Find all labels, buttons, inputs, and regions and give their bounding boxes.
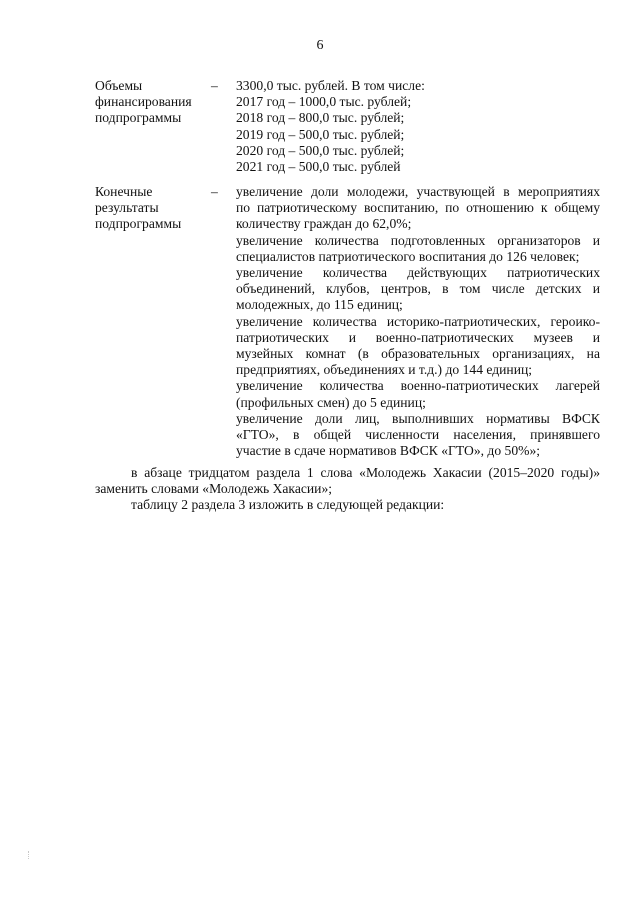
funding-dash: – <box>211 78 218 93</box>
results-line: увеличение количества действующих патриотических <box>236 265 600 281</box>
funding-line: 2017 год – 1000,0 тыс. рублей; <box>236 94 412 110</box>
results-line: по патриотическому воспитанию, по отношению к общему <box>236 200 600 216</box>
results-line: предприятиях, объединениях и т.д.) до 144 единиц; <box>236 362 533 378</box>
funding-line: 2021 год – 500,0 тыс. рублей <box>236 159 401 175</box>
funding-line: 2020 год – 500,0 тыс. рублей; <box>236 142 405 158</box>
funding-content <box>236 78 600 175</box>
funding-label-line: подпрограммы <box>95 110 182 126</box>
results-label-line: результаты <box>95 200 159 216</box>
results-line: молодежных, до 115 единиц; <box>236 297 403 313</box>
results-row <box>95 184 600 464</box>
results-label-line: подпрограммы <box>95 216 182 232</box>
amendment-paragraph-line: заменить словами «Молодежь Хакасии»; <box>95 481 333 497</box>
funding-row <box>95 78 600 178</box>
amendment-paragraph-line: в абзаце тридцатом раздела 1 слова «Молодежь Хакасии (2015–2020 годы)» <box>131 465 600 480</box>
results-line: объединений, клубов, центров, в том числе детских и <box>236 281 600 297</box>
results-dash: – <box>211 184 218 199</box>
results-line: музейных комнат (в образовательных организациях, на <box>236 346 600 362</box>
funding-label-line: Объемы <box>95 78 143 93</box>
table-intro-paragraph <box>95 497 600 513</box>
results-line: увеличение доли лиц, выполнивших нормативы ВФСК <box>236 410 600 426</box>
results-line: патриотических и военно-патриотических музеев и <box>236 329 600 345</box>
results-content <box>236 184 600 459</box>
results-line: (профильных смен) до 5 единиц; <box>236 394 426 410</box>
results-line: участие в сдаче нормативов ВФСК «ГТО», до 50%»; <box>236 443 541 459</box>
results-line: увеличение количества военно-патриотических лагерей <box>236 378 600 394</box>
results-line: специалистов патриотического воспитания до 126 человек; <box>236 248 580 264</box>
funding-label-line: финансирования <box>95 94 192 110</box>
amendment-paragraph <box>95 465 600 497</box>
results-line: увеличение количества историко-патриотических, героико- <box>236 313 600 329</box>
table-intro-line: таблицу 2 раздела 3 изложить в следующей редакции: <box>131 497 445 512</box>
results-line: количеству граждан до 62,0%; <box>236 216 412 232</box>
funding-line: 2019 год – 500,0 тыс. рублей; <box>236 126 405 142</box>
results-line: «ГТО», в общей численности населения, принявшего <box>236 427 600 443</box>
results-label-line: Конечные <box>95 184 153 199</box>
results-line: увеличение доли молодежи, участвующей в мероприятиях <box>236 184 600 199</box>
results-line: увеличение количества подготовленных организаторов и <box>236 232 600 248</box>
page-number: 6 <box>316 38 324 53</box>
funding-label <box>95 78 213 127</box>
results-label <box>95 184 213 233</box>
scan-margin-mark <box>28 851 31 859</box>
funding-line: 3300,0 тыс. рублей. В том числе: <box>236 78 425 93</box>
funding-line: 2018 год – 800,0 тыс. рублей; <box>236 110 405 126</box>
